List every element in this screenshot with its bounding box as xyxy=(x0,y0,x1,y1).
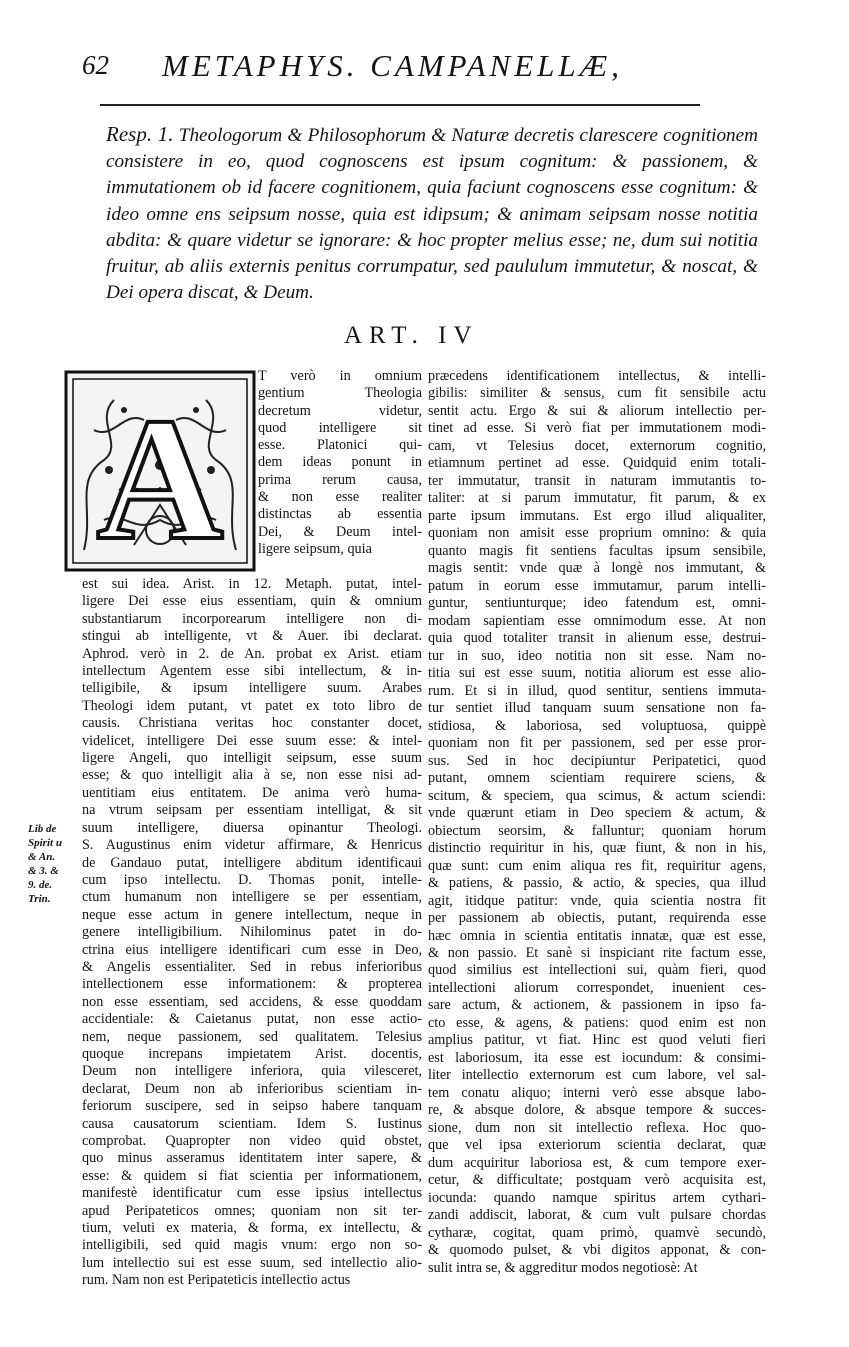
text-line: tinet ad esse. Si verò fiat per immutationem modi- xyxy=(428,420,766,437)
text-line: esse; & quo intelligit alia à se, non esse nisi ad- xyxy=(82,767,422,784)
text-line: genere intelligibilium. Nihilominus patet in do- xyxy=(82,924,422,941)
text-line: causis. Christiana veritas hoc constanter docet, xyxy=(82,715,422,732)
text-line: & An. xyxy=(28,851,56,863)
text-line: dum acquiritur laboriosa est, & cum tempore exer- xyxy=(428,1154,766,1171)
text-line: Dei, & Deum intel- xyxy=(258,523,422,540)
text-line: cetur, & difficultate; postquam verò acquisita est, xyxy=(428,1172,766,1189)
text-line: Aphrod. verò in 2. de An. probat ex Arist. etiam xyxy=(82,645,422,662)
text-line: telligibile, & ipsum intelligere suum. Arabes xyxy=(82,680,422,697)
text-line: intellectionem esse informationem: & propterea xyxy=(82,976,422,993)
text-line: quia quod totaliter transit in alienum esse, destrui- xyxy=(428,630,766,647)
text-line: quæ sunt: cum enim aliqua res fit, requiritur agens, xyxy=(428,857,766,874)
text-line: est laboriosum, ita esse est iocundum: & consimi- xyxy=(428,1049,766,1066)
text-line: tur sentiet illud tanquam suum sensatione non fa- xyxy=(428,700,766,717)
text-line: comprobat. Quapropter non video quid obstet, xyxy=(82,1133,422,1149)
text-line: quo minus asseramus identitatem inter sapere, & xyxy=(82,1150,422,1167)
text-line: accidentiale: & Caietanus putat, non esse actio- xyxy=(82,1011,422,1028)
running-title: METAPHYS. CAMPANELLÆ, xyxy=(162,48,623,83)
text-line: ctum humanum non intelligere se per essentiam, xyxy=(82,889,422,906)
text-line: distinctio requiritur in his, quæ fiunt, & non in his, xyxy=(428,840,766,857)
text-line: S. Augustinus enim videtur affirmare, & Henricus xyxy=(82,837,422,854)
text-line: tem conatu aliquo; interni verò esse absque labo- xyxy=(428,1084,766,1101)
text-line: & Angelis essentialiter. Sed in rebus inferioribus xyxy=(82,958,422,975)
text-line: Lib de xyxy=(28,823,57,835)
text-line: dem ideas ponunt in xyxy=(258,454,422,471)
text-line: obiectum seorsim, & falluntur; quoniam horum xyxy=(428,822,766,839)
text-line: apud Peripateticos omnes; quoniam non sit ter- xyxy=(82,1202,422,1219)
text-line: est sui idea. Arist. in 12. Metaph. putat, intel- xyxy=(82,576,422,592)
text-line: patum in eorum esse immutamur, parum intelli- xyxy=(428,577,766,594)
text-line: re, & absque dolore, & absque tempore & succes- xyxy=(428,1102,766,1119)
left-column-beside-initial xyxy=(258,368,422,558)
text-line: tium, veluti ex materia, & forma, ex intellectu, & xyxy=(82,1220,422,1237)
text-line: magis sentit: vnde quæ à longè nos immutant, & xyxy=(428,560,766,577)
text-line: feriorum suscipere, sed in seipso habere tanquam xyxy=(82,1098,422,1115)
text-line: & quomodo pulset, & vbi digitos apponat, & con- xyxy=(428,1242,766,1259)
margin-note xyxy=(28,822,84,906)
text-line: guntur, sentiunturque; ideo fatendum est, omni- xyxy=(428,595,766,612)
text-line: & 3. & xyxy=(28,865,59,877)
text-line: & patiens, & passio, & actio, & species, qua illud xyxy=(428,875,766,892)
text-line: cytharæ, cogitat, quam primò, quamvè secundò, xyxy=(428,1224,766,1241)
text-line: modam sapientiam esse omnimodum esse. At non xyxy=(428,612,766,629)
text-line: Trin. xyxy=(28,893,51,905)
text-line: sentit actu. Ergo & sui & aliorum intellectio per- xyxy=(428,402,766,419)
text-line: quanto magis fit sentiens facultas ipsum sensibile, xyxy=(428,542,766,559)
text-line: agit, itidque patitur: vnde, quia scientia nostra fit xyxy=(428,892,766,909)
text-line: neque esse actum in genere intellectum, neque in xyxy=(82,906,422,923)
text-line: intellectum Agentem esse sibi intellectum, & in- xyxy=(82,663,422,680)
text-line: sulit intra se, & aggreditur modos negotiosè: At xyxy=(428,1259,698,1276)
text-line: ligere Dei esse eius essentiam, quin & omnium xyxy=(82,593,422,610)
text-line: manifestè identificatur cum esse ipsius intellectus xyxy=(82,1185,422,1202)
text-line: scitum, & speciem, qua scimus, & actum sciendi: xyxy=(428,787,766,804)
drop-cap-ornament xyxy=(64,370,256,572)
text-line: na vtrum seipsam per essentiam intelligat, & sit xyxy=(82,802,422,819)
text-line: iocunda: quando namque spiritus artem cythari- xyxy=(428,1189,766,1206)
text-line: quoniam non fit per passionem, sed per esse pror- xyxy=(428,735,766,752)
left-column-text xyxy=(82,576,422,1290)
text-line: prima rerum causa, xyxy=(258,471,422,488)
text-line: lum intellectio sui est esse suum, sed intellectio alio- xyxy=(82,1254,422,1271)
text-line: videlicet, intelligere Dei esse suum esse: & intel- xyxy=(82,732,422,749)
text-line: ligere seipsum, quia xyxy=(258,540,372,557)
text-line: zandi addiscit, laborat, & cum vult pulsare chordas xyxy=(428,1207,766,1224)
article-heading: ART. IV xyxy=(344,322,479,349)
text-line: ter immutatur, transit in naturam immutantis to- xyxy=(428,472,766,489)
text-line: suum intelligere, diuersa opinantur Theologi. xyxy=(82,819,422,836)
text-line: de Gandauo putat, intelligere abditum identificaui xyxy=(82,854,422,871)
text-line: etiamnum pertinet ad esse. Quidquid enim totali- xyxy=(428,455,766,472)
header-rule xyxy=(100,104,700,106)
text-line: intellectioni aliorum correspondet, inuenient ces- xyxy=(428,979,766,996)
page-number: 62 xyxy=(82,50,109,80)
response-lead: Resp. 1. xyxy=(106,122,174,146)
text-line: Deum non intelligere inferiora, quia vilesceret, xyxy=(82,1063,422,1080)
text-line: quoniam non amisit esse proprium omnino: & quia xyxy=(428,525,766,542)
text-line: gentium Theologia xyxy=(258,385,422,402)
drop-cap-letter: A xyxy=(96,382,224,572)
text-line: intelligibili, sed quid magis vnum: ergo non so- xyxy=(82,1237,422,1254)
text-line: cum ipso intellectu. D. Thomas ponit, intelle- xyxy=(82,871,422,888)
text-line: ligere Angeli, quo intelligit seipsum, esse suum xyxy=(82,750,422,767)
text-line: titia sui est esse suum, notitia aliorum est esse alio- xyxy=(428,665,766,682)
text-line: quoque increpans impietatem Arist. docentis, xyxy=(82,1045,422,1062)
response-paragraph xyxy=(106,121,758,306)
text-line: stidiosa, & laboriosa, sed voluptuosa, quippè xyxy=(428,717,766,734)
text-line: que vel ipsa exteriorum scientia declarat, quæ xyxy=(428,1137,766,1154)
response-text: Theologorum & Philosophorum & Naturæ decretis clarescere cognitionem consistere in eo, quod cognoscens est ipsum cognitum: & passionem, & immutationem ob id facere cognitionem, quia faciunt cognoscens esse cognitum: & ideo omne ens seipsum nosse, quia est idipsum; & animam seipsam nosse notitia abdita: & quare videtur se ignorare: & hoc propter melius esse; ne, dum sui notitia fruitur, ab aliis externis penitus corrumpatur, sed paululum immutetur, & noscat, & Dei opera discat, & Deum. xyxy=(106,125,759,304)
text-line: & non passio. Et sanè si inspiciant rite factum esse, xyxy=(428,944,766,961)
text-line: putant, omnem scientiam requirere sciens, & xyxy=(428,770,766,787)
text-line: uentitiam eius entitatem. De anima verò huma- xyxy=(82,784,422,801)
right-column-text xyxy=(428,368,766,1277)
text-line: Theologi idem putant, vt patet ex toto libro de xyxy=(82,697,422,714)
text-line: hæc omnia in scientia entitatis innatæ, quæ est esse, xyxy=(428,927,766,944)
text-line: 9. de. xyxy=(28,879,53,891)
text-line: gibilis: similiter & sensus, cum fit sensibile actu xyxy=(428,385,766,402)
text-line: rum. Et si in illud, quod sentitur, sentiens immuta- xyxy=(428,682,766,699)
text-line: vnde quærunt etiam in Deo speciem & actum, & xyxy=(428,805,766,822)
text-line: per passionem ab obiectis, putant, requirenda esse xyxy=(428,910,766,927)
text-line: declarat, Deum non ab inferioribus scientiam in- xyxy=(82,1080,422,1097)
text-line: sione, dum non sit intellectio reflexa. Hoc quo- xyxy=(428,1119,766,1136)
text-line: cto esse, & agens, & patiens: quod enim est non xyxy=(428,1014,766,1031)
text-line: ctrina eius intelligere identificari cum esse in Deo, xyxy=(82,941,422,958)
text-line: quod intelligere sit xyxy=(258,419,422,436)
text-line: Spirit u xyxy=(28,837,62,849)
text-line: decretum videtur, xyxy=(258,402,422,419)
text-line: esse: & quidem si fiat scientia per informationem, xyxy=(82,1167,422,1184)
running-head xyxy=(82,44,702,88)
text-line: parte ipsum immutans. Est ergo illud aliqualiter, xyxy=(428,507,766,524)
text-line: amplius patitur, vt fiat. Hinc est quod veluti fieri xyxy=(428,1032,766,1049)
text-line: tur in suo, ideo notitia non sit esse. Nam no- xyxy=(428,647,766,664)
text-line: non esse essentiam, sed accidens, & esse quoddam xyxy=(82,993,422,1010)
text-line: stingui ab intelligente, vt & Auer. ibi declarat. xyxy=(82,628,422,645)
text-line: distinctas ab essentia xyxy=(258,506,422,523)
text-line: sus. Sed in hoc decipiuntur Peripatetici, quod xyxy=(428,752,766,769)
text-line: rum. Nam non est Peripateticis intellectio actus xyxy=(82,1272,351,1289)
text-line: causa causatorum scientiam. Idem S. Iustinus xyxy=(82,1115,422,1132)
text-line: quod similius est intellectioni sui, quàm fieri, quod xyxy=(428,962,766,979)
text-line: cam, vt Telesius docet, externorum cognitio, xyxy=(428,437,766,454)
text-line: liter intellectio externorum est cum labore, vel sal- xyxy=(428,1067,766,1084)
text-line: T verò in omnium xyxy=(258,368,422,384)
text-line: taliter: at si parum immutatur, fit parum, & ex xyxy=(428,490,766,507)
text-line: substantiarum incorporearum intelligere non di- xyxy=(82,610,422,627)
text-line: & non esse realiter xyxy=(258,489,422,506)
text-line: nem, neque passionem, sed qualitatem. Telesius xyxy=(82,1028,422,1045)
text-line: sare actum, & actionem, & passionem in ipso fa- xyxy=(428,997,766,1014)
text-line: esse. Platonici qui- xyxy=(258,437,422,454)
text-line: præcedens identificationem intellectus, & intelli- xyxy=(428,368,766,384)
